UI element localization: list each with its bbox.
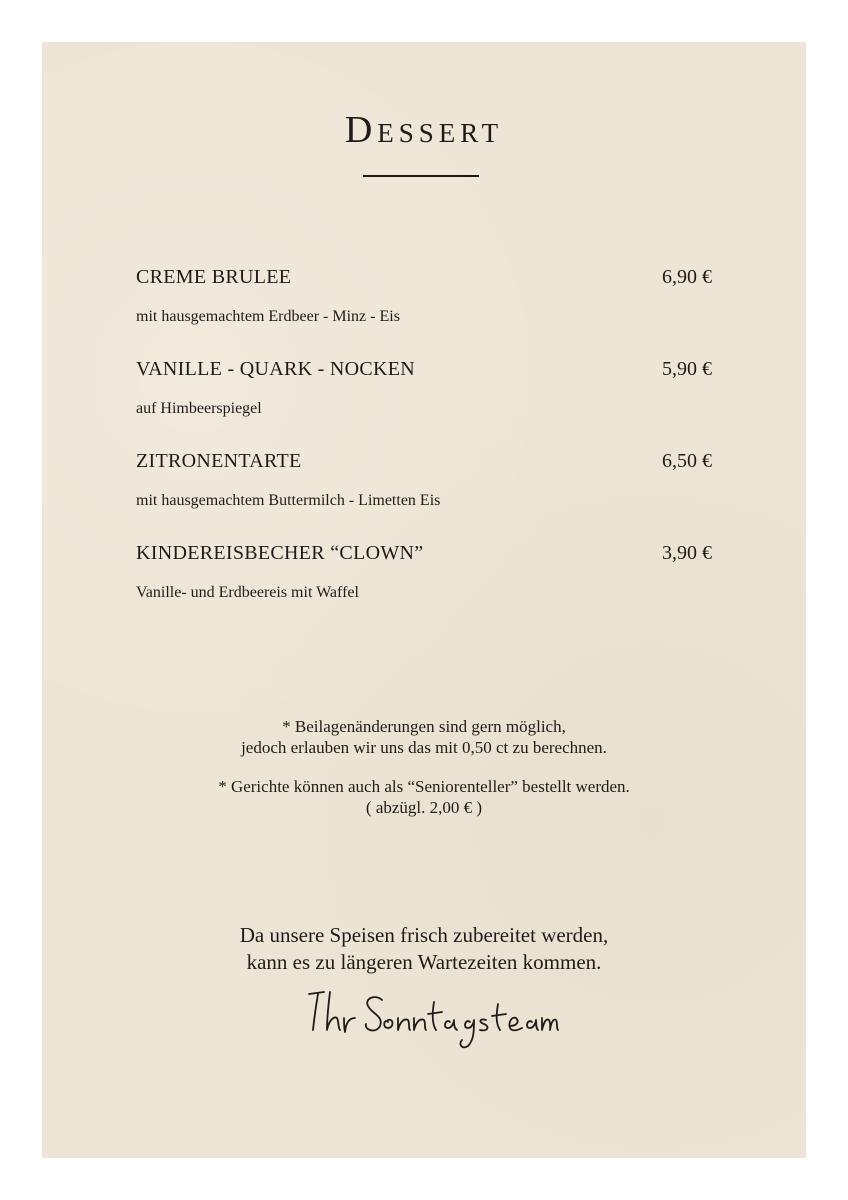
side-change-note (0, 716, 848, 758)
senior-plate-note (0, 776, 848, 818)
menu-notes (0, 716, 848, 836)
item-name: CREME BRULEE (136, 266, 292, 288)
note-line: * Gerichte können auch als “Seniorenteller” bestellt werden. (218, 777, 630, 796)
handwritten-signature (300, 978, 560, 1058)
closing-line: kann es zu längeren Wartezeiten kommen. (246, 950, 602, 974)
title-divider (363, 175, 479, 177)
item-description: auf Himbeerspiegel (136, 400, 262, 417)
closing-message (0, 922, 848, 976)
menu-item (136, 266, 712, 358)
menu-item (136, 450, 712, 542)
closing-line: Da unsere Speisen frisch zubereitet werden, (239, 923, 609, 947)
menu-item (136, 358, 712, 450)
item-description: mit hausgemachtem Buttermilch - Limetten Eis (136, 492, 441, 509)
item-description: Vanille- und Erdbeereis mit Waffel (136, 584, 359, 601)
note-line: * Beilagenänderungen sind gern möglich, (282, 717, 566, 736)
item-price: 6,90 € (662, 266, 712, 288)
item-name: ZITRONENTARTE (136, 450, 302, 472)
item-price: 6,50 € (662, 450, 712, 472)
menu-item (136, 542, 712, 634)
page-title: Dessert (344, 109, 504, 151)
item-name: VANILLE - QUARK - NOCKEN (136, 358, 416, 380)
note-line: jedoch erlauben wir uns das mit 0,50 ct zu berechnen. (241, 738, 607, 757)
item-name: KINDEREISBECHER “CLOWN” (136, 542, 424, 564)
note-line: ( abzügl. 2,00 € ) (365, 798, 483, 817)
item-price: 3,90 € (662, 542, 712, 564)
dessert-list (136, 266, 712, 634)
item-price: 5,90 € (662, 358, 712, 380)
item-description: mit hausgemachtem Erdbeer - Minz - Eis (136, 308, 400, 325)
